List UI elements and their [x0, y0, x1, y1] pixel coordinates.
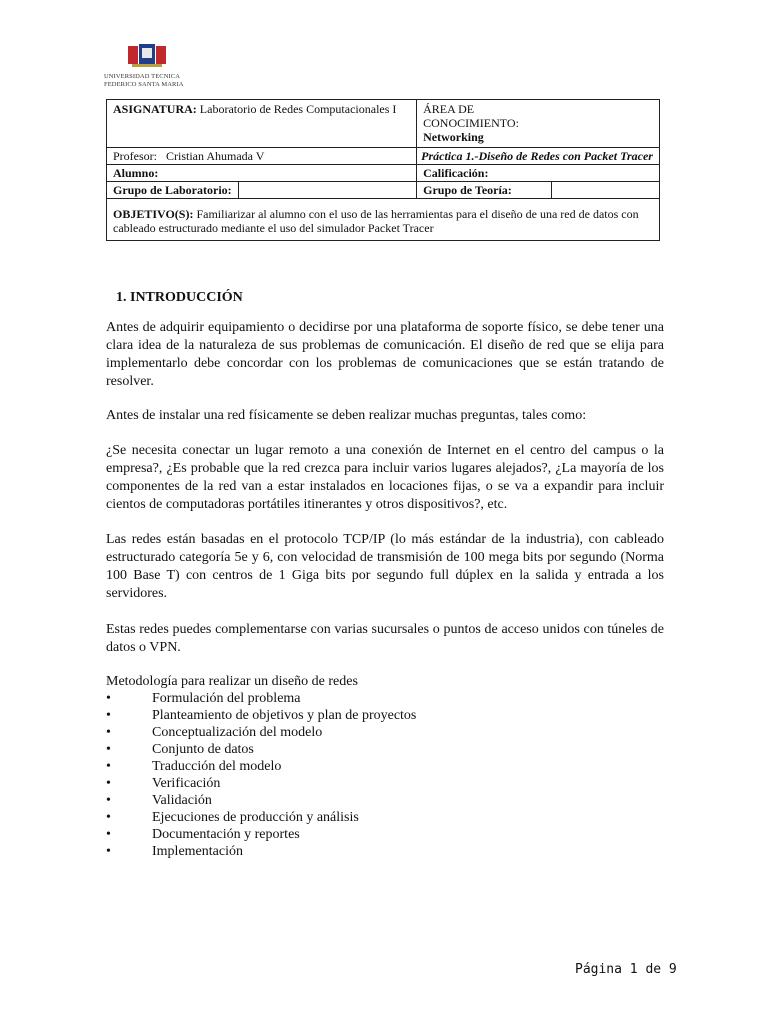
profesor-cell	[107, 148, 417, 165]
grupo-laboratorio-field	[239, 182, 417, 199]
area-cell	[417, 100, 660, 148]
paragraph-questions: ¿Se necesita conectar un lugar remoto a una conexión de Internet en el centro del campus o la empresa?, ¿Es probable que la red crezca para incluir varios lugares alejados?, ¿La mayoría de los componentes de la red van a estar instalados en locaciones fijas, o se va a expandir para incluir cientos de computadoras portátiles itinerantes y otros dispositivos?, etc.	[106, 443, 664, 512]
page-number: Página 1 de 9	[575, 962, 677, 977]
profesor-value: Cristian Ahumada V	[166, 149, 265, 163]
objetivo-label: OBJETIVO(S):	[113, 207, 194, 221]
bullet-icon: •	[106, 708, 111, 723]
paragraph-tcpip: Las redes están basadas en el protocolo TCP/IP (lo más estándar de la industria), con cableado estructurado categoría 5e y 6, con velocidad de transmisión de 100 mega bits por segundo (Norma 100 Base T) con centros de 1 Giga bits por segundo full dúplex en la salida y entrada a los servidores.	[106, 532, 664, 601]
section-title: 1. INTRODUCCIÓN	[116, 290, 243, 305]
bullet-icon: •	[106, 827, 111, 842]
university-logo	[104, 44, 188, 90]
practica-title: Práctica 1.-Diseño de Redes con Packet Tracer	[417, 148, 660, 165]
area-label-2: CONOCIMIENTO:	[423, 116, 519, 130]
area-label-1: ÁREA DE	[423, 102, 475, 116]
area-value: Networking	[423, 130, 484, 144]
bullet-icon: •	[106, 759, 111, 774]
logo-line-1: UNIVERSIDAD TECNICA	[104, 73, 180, 80]
asignatura-value: Laboratorio de Redes Computacionales I	[199, 102, 397, 116]
objetivo-cell	[107, 199, 660, 241]
asignatura-label: ASIGNATURA:	[113, 102, 197, 116]
bullet-icon: •	[106, 776, 111, 791]
grupo-teoria-label: Grupo de Teoría:	[417, 182, 552, 199]
bullet-icon: •	[106, 844, 111, 859]
alumno-label: Alumno:	[113, 166, 159, 180]
asignatura-cell	[107, 100, 417, 148]
objetivo-text: Familiarizar al alumno con el uso de las herramientas para el diseño de una red de datos con cableado estructurado mediante el uso del simulador Packet Tracer	[113, 207, 639, 235]
methodology-heading: Metodología para realizar un diseño de redes	[106, 674, 358, 689]
profesor-label: Profesor:	[113, 149, 157, 163]
paragraph-sucursales: Estas redes puedes complementarse con varias sucursales o puntos de acceso unidos con túneles de datos o VPN.	[106, 622, 664, 655]
paragraph-questions-intro: Antes de instalar una red físicamente se deben realizar muchas preguntas, tales como:	[106, 408, 587, 423]
bullet-icon: •	[106, 691, 111, 706]
bullet-icon: •	[106, 793, 111, 808]
alumno-field	[107, 165, 417, 182]
bullet-icon: •	[106, 725, 111, 740]
calificacion-field	[417, 165, 660, 182]
grupo-teoria-field	[552, 182, 660, 199]
course-header-table	[106, 99, 660, 241]
grupo-laboratorio-label: Grupo de Laboratorio:	[107, 182, 239, 199]
bullet-icon: •	[106, 810, 111, 825]
university-crest-icon	[128, 44, 166, 68]
bullet-icon: •	[106, 742, 111, 757]
logo-line-2: FEDERICO SANTA MARIA	[104, 81, 184, 88]
paragraph-intro: Antes de adquirir equipamiento o decidirse por una plataforma de soporte físico, se debe tener una clara idea de la naturaleza de sus problemas de comunicación. El diseño de red que se elija para implementarlo debe concordar con los problemas de comunicaciones que se están tratando de resolver.	[106, 320, 664, 389]
calificacion-label: Calificación:	[423, 166, 489, 180]
